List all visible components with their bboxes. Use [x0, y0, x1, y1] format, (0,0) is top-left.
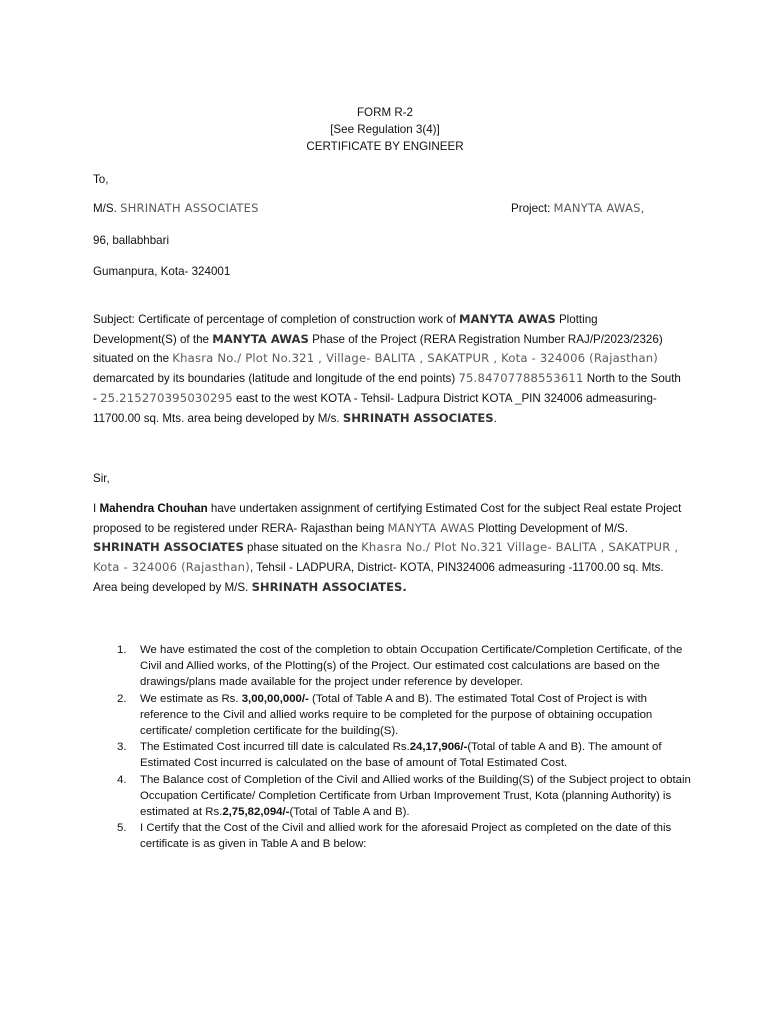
list-text: The Estimated Cost incurred till date is calculated Rs.	[140, 741, 410, 754]
address-line-2: Gumanpura, Kota- 324001	[93, 265, 231, 278]
list-text: We estimate as Rs.	[140, 692, 242, 705]
subject-text: demarcated by its boundaries (latitude and longitude of the end points)	[93, 372, 459, 386]
intro-text: phase situated on the	[243, 541, 362, 555]
subject-text: Subject: Certificate of percentage of completion of construction work of	[93, 313, 460, 326]
regulation-reference: [See Regulation 3(4)]	[330, 123, 440, 136]
intro-paragraph	[93, 500, 683, 598]
intro-text: have undertaken assignment of certifying Estimated Cost for the subject Real estate Project proposed to be registered under RERA- Rajasthan being	[93, 502, 682, 535]
address-to: To,	[93, 173, 109, 186]
intro-text: .	[402, 579, 407, 594]
intro-text: , Tehsil - LADPURA, District- KOTA, PIN324006 admeasuring -11700.00 sq. Mts. Area being developed by M/S.	[93, 561, 664, 594]
list-number: 5.	[117, 822, 127, 835]
subject-project-name: MANYTA AWAS	[459, 312, 556, 326]
intro-text: Plotting Development of M/S.	[474, 521, 629, 535]
intro-location: Khasra No./ Plot No.321 Village- BALITA , SAKATPUR , Kota - 324006 (Rajasthan)	[93, 540, 679, 575]
intro-firm-name: SHRINATH ASSOCIATES	[93, 540, 244, 555]
subject-location: Khasra No./ Plot No.321 , Village- BALITA , SAKATPUR , Kota - 324006 (Rajasthan)	[172, 351, 659, 366]
list-number: 4.	[117, 773, 127, 786]
subject-text: .	[493, 411, 497, 425]
firm-name: SHRINATH ASSOCIATES	[120, 201, 259, 215]
list-text: We have estimated the cost of the completion to obtain Occupation Certificate/Completion Certificate, of the Civil and Allied works, of the Plotting(s) of the Project. Our estimated cost calculations are based on the drawings/plans made available for the project under reference by developer.	[140, 644, 683, 689]
ms-prefix: M/S.	[93, 202, 117, 215]
subject-text: Phase of the Project (RERA Registration Number RAJ/P/2023/2326) situated on the	[93, 332, 663, 366]
list-item	[93, 820, 693, 852]
project-name: MANYTA AWAS,	[553, 201, 645, 215]
project-reference	[511, 201, 645, 215]
estimated-total-amount: 3,00,00,000/-	[241, 692, 309, 705]
certification-list	[93, 642, 693, 853]
list-number: 2.	[117, 692, 127, 705]
subject-text: Plotting Development(S) of the	[93, 313, 598, 346]
list-text: (Total of Table A and B).	[289, 806, 410, 819]
list-item	[93, 772, 693, 821]
subject-text: east to the west KOTA - Tehsil- Ladpura District KOTA _PIN 324006 admeasuring-11700.00 sq. Mts. area being developed by M/s.	[93, 391, 657, 425]
balance-cost-amount: 2,75,82,094/-	[222, 806, 290, 819]
address-firm-row	[93, 201, 693, 215]
subject-text: North to the South -	[93, 372, 681, 405]
list-number: 3.	[117, 741, 127, 754]
intro-firm-name: SHRINATH ASSOCIATES	[251, 579, 403, 594]
project-label: Project:	[511, 202, 551, 215]
list-text: The Balance cost of Completion of the Civil and Allied works of the Building(S) of the Subject project to obtain Occupation Certificate/ Completion Certificate from Urban Improvement Trust, Kota (planning Authority) is estimated at Rs.	[140, 773, 691, 819]
form-number: FORM R-2	[356, 106, 414, 119]
certificate-title: CERTIFICATE BY ENGINEER	[306, 140, 464, 153]
list-number: 1.	[117, 644, 127, 656]
engineer-name: Mahendra Chouhan	[99, 502, 208, 515]
subject-firm-name: SHRINATH ASSOCIATES	[342, 410, 494, 425]
incurred-cost-amount: 24,17,906/-	[409, 741, 468, 754]
salutation: Sir,	[93, 472, 110, 485]
subject-paragraph	[93, 310, 683, 428]
intro-project-name: MANYTA AWAS	[387, 520, 475, 535]
list-item	[93, 691, 693, 740]
address-line-1: 96, ballabhbari	[93, 234, 170, 247]
list-text: I Certify that the Cost of the Civil and allied work for the aforesaid Project as completed on the date of this certificate is as given in Table A and B below:	[140, 822, 672, 851]
list-text: (Total of table A and B). The amount of Estimated Cost incurred is calculated on the base of amount of Total Estimated Cost.	[140, 741, 662, 770]
list-item	[93, 739, 693, 771]
list-item	[93, 642, 693, 691]
subject-longitude: 25.215270395030295	[100, 390, 233, 405]
intro-text: I	[93, 502, 100, 515]
list-text: (Total of Table A and B). The estimated Total Cost of Project is with reference to the Civil and allied works require to be completed for the purpose of obtaining occupation certificate/ completion certificate for the building(S).	[140, 692, 653, 738]
subject-latitude: 75.84707788553611	[458, 371, 584, 386]
subject-project-name: MANYTA AWAS	[212, 331, 309, 346]
